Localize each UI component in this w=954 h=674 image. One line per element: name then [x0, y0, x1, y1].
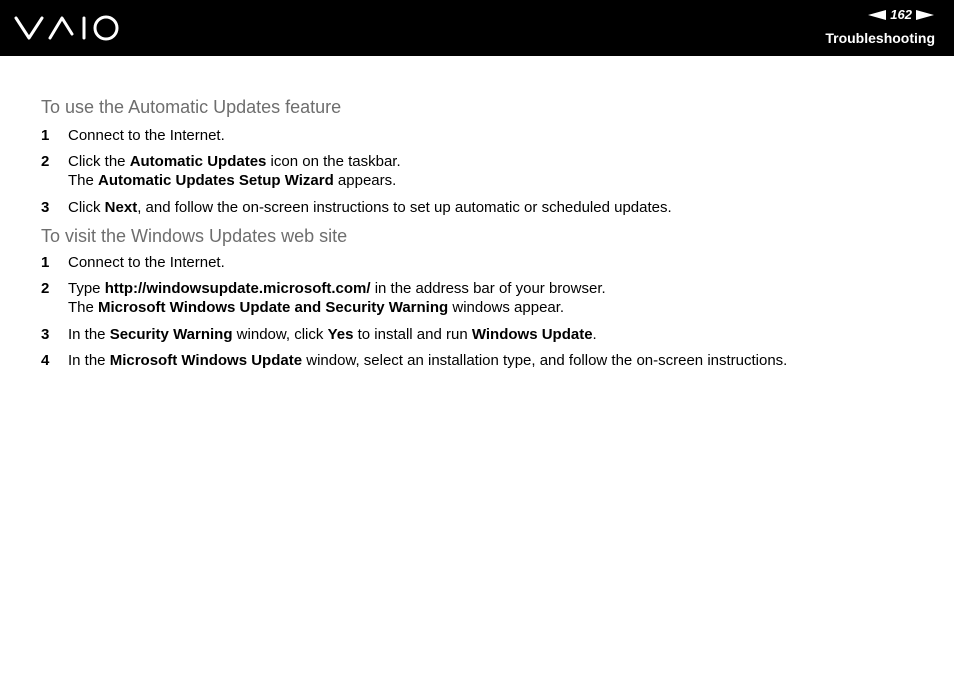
text-run: to install and run — [353, 326, 472, 343]
step-line — [68, 171, 401, 190]
step-number: 1 — [41, 127, 50, 144]
section-heading: To visit the Windows Updates web site — [41, 226, 348, 246]
step-line — [68, 126, 225, 145]
document-body — [41, 96, 921, 396]
section-label: Troubleshooting — [825, 30, 935, 46]
step-number: 4 — [41, 352, 50, 369]
text-run: , and follow the on-screen instructions to set up automatic or scheduled updates. — [137, 199, 672, 216]
emphasized-term: Windows Update — [471, 326, 593, 343]
step-text — [68, 152, 401, 190]
step-line — [68, 198, 672, 217]
step-line — [68, 279, 606, 298]
step-item — [41, 325, 597, 344]
step-line — [68, 351, 787, 370]
text-run: windows appear. — [448, 299, 565, 316]
text-run: In the — [68, 352, 110, 369]
next-page-icon[interactable] — [916, 10, 934, 20]
text-run: Click the — [68, 153, 130, 170]
text-run: icon on the taskbar. — [266, 153, 401, 170]
text-run: The — [68, 299, 99, 316]
previous-page-icon[interactable] — [868, 10, 886, 20]
step-text — [68, 253, 225, 272]
page-header — [0, 0, 954, 56]
text-run: window, select an installation type, and follow the on-screen instructions. — [302, 352, 788, 369]
emphasized-term: Yes — [327, 326, 354, 343]
step-line — [68, 253, 225, 272]
step-number: 3 — [41, 199, 50, 216]
step-item — [41, 152, 401, 190]
text-run: . — [592, 326, 597, 343]
emphasized-term: Microsoft Windows Update and Security Warning — [98, 299, 449, 316]
step-number: 2 — [41, 280, 50, 297]
page-number: 162 — [890, 7, 912, 22]
vaio-logo — [14, 14, 120, 42]
emphasized-term: Automatic Updates Setup Wizard — [98, 172, 334, 189]
text-run: appears. — [333, 172, 397, 189]
step-number: 3 — [41, 326, 50, 343]
text-run: The — [68, 172, 99, 189]
emphasized-term: http://windowsupdate.microsoft.com/ — [104, 280, 371, 297]
step-text — [68, 126, 225, 145]
text-run: window, click — [232, 326, 328, 343]
step-item — [41, 198, 672, 217]
step-item — [41, 351, 787, 370]
text-run: Click — [68, 199, 105, 216]
section-heading: To use the Automatic Updates feature — [41, 97, 342, 117]
emphasized-term: Security Warning — [109, 326, 233, 343]
step-number: 2 — [41, 153, 50, 170]
emphasized-term: Next — [104, 199, 138, 216]
emphasized-term: Automatic Updates — [129, 153, 267, 170]
step-line — [68, 298, 606, 317]
text-run: In the — [68, 326, 110, 343]
step-line — [68, 152, 401, 171]
step-text — [68, 279, 606, 317]
text-run: in the address bar of your browser. — [370, 280, 606, 297]
step-item — [41, 279, 606, 317]
step-item — [41, 253, 225, 272]
step-line — [68, 325, 597, 344]
step-item — [41, 126, 225, 145]
step-number: 1 — [41, 254, 50, 271]
step-text — [68, 198, 672, 217]
step-text — [68, 351, 787, 370]
text-run: Connect to the Internet. — [68, 254, 225, 271]
emphasized-term: Microsoft Windows Update — [109, 352, 303, 369]
text-run: Type — [68, 280, 105, 297]
page-navigation — [868, 7, 934, 22]
text-run: Connect to the Internet. — [68, 127, 225, 144]
step-text — [68, 325, 597, 344]
